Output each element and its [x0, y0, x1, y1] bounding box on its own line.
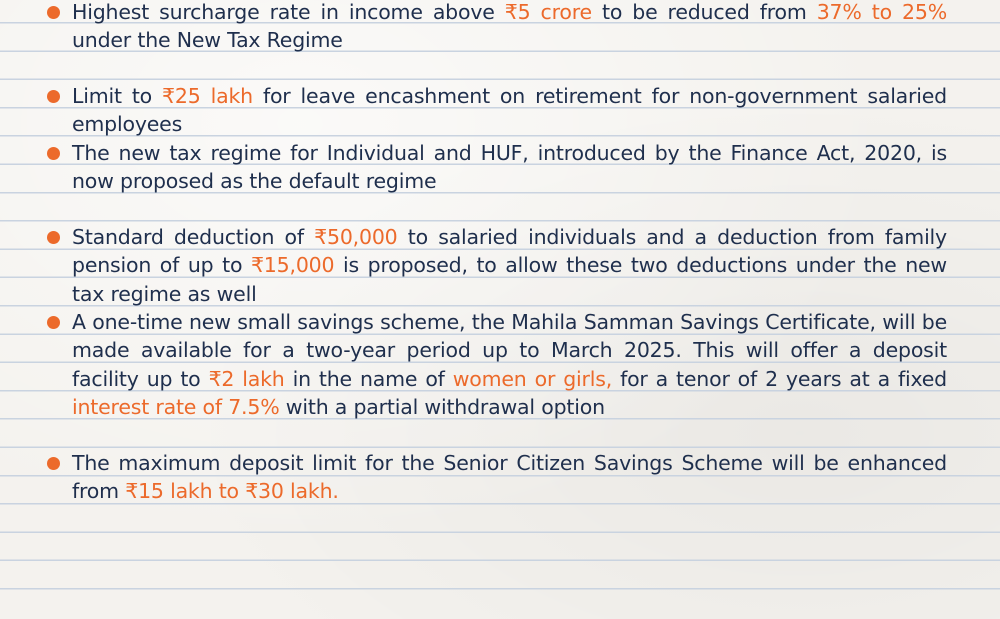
bullet-item-standard-deduction — [47, 223, 947, 308]
bullet-dot-icon — [47, 90, 60, 103]
bullet-dot-icon — [47, 457, 60, 470]
bullet-dot-icon — [47, 316, 60, 329]
bullet-text: The maximum deposit limit for the Senior Citizen Savings Scheme will be enhanced from ₹15 lakh to ₹30 lakh. — [72, 451, 947, 504]
bullet-text: A one-time new small savings scheme, the Mahila Samman Savings Certificate, will be made available for a two-year period up to March 2025. This will offer a deposit facility up to ₹2 lakh in the name of women or girls, for a tenor of 2 years at a fixed interest rate of 7.5% with a partial withdrawal option — [72, 310, 947, 419]
bullet-item-senior-citizen — [47, 449, 947, 506]
bullet-item-mahila-samman — [47, 308, 947, 421]
bullet-item-default-regime — [47, 139, 947, 196]
bullet-dot-icon — [47, 6, 60, 19]
bullet-text: Standard deduction of ₹50,000 to salaried individuals and a deduction from family pension of up to ₹15,000 is proposed, to allow these two deductions under the new tax regime as well — [72, 225, 947, 306]
bullet-dot-icon — [47, 231, 60, 244]
bullet-text: The new tax regime for Individual and HUF, introduced by the Finance Act, 2020, is now proposed as the default regime — [72, 141, 947, 194]
bullet-text: Limit to ₹25 lakh for leave encashment on retirement for non-government salaried employees — [72, 84, 947, 137]
bullet-item-surcharge — [47, 0, 947, 55]
bullet-dot-icon — [47, 147, 60, 160]
bullet-text: Highest surcharge rate in income above ₹5 crore to be reduced from 37% to 25% under the New Tax Regime — [72, 0, 947, 53]
bullet-item-leave-encashment — [47, 82, 947, 139]
